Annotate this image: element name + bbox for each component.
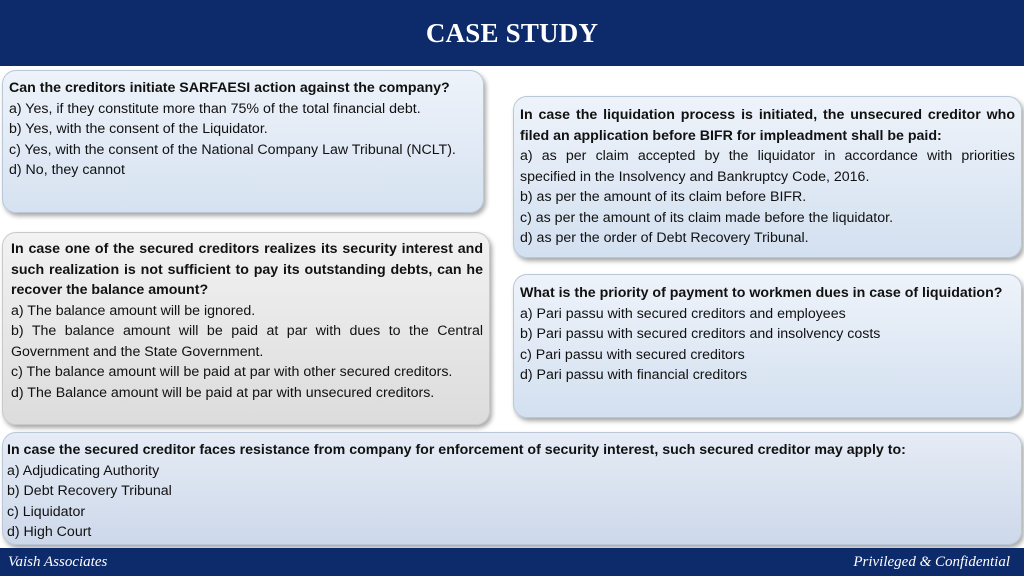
- option-d: d) Pari passu with financial creditors: [520, 367, 748, 383]
- option-c: c) Liquidator: [7, 503, 86, 520]
- option-b: b) Yes, with the consent of the Liquidator.: [9, 121, 268, 137]
- option-b: b) Debt Recovery Tribunal: [7, 483, 172, 499]
- option-a: a) as per claim accepted by the liquidator in accordance with priorities specified in the Insolvency and Bankruptcy Code, 2016.: [520, 148, 1015, 185]
- footer-firm-name: Vaish Associates: [8, 554, 108, 570]
- option-d: d) High Court: [7, 524, 92, 540]
- option-c: c) as per the amount of its claim made before the liquidator.: [520, 209, 894, 226]
- question-text: In case the liquidation process is initiated, the unsecured creditor who filed an application before BIFR for impleadment shall be paid:: [520, 107, 1015, 144]
- option-a: a) Adjudicating Authority: [7, 462, 160, 479]
- option-c: c) The balance amount will be paid at par with other secured creditors.: [11, 364, 453, 380]
- question-box-workmen-dues: [513, 274, 1022, 418]
- option-a: a) Pari passu with secured creditors and employees: [520, 305, 846, 322]
- footer-bar: [0, 548, 1024, 576]
- question-text: Can the creditors initiate SARFAESI action against the company?: [9, 80, 450, 96]
- option-b: b) Pari passu with secured creditors and insolvency costs: [520, 326, 881, 342]
- option-d: d) The Balance amount will be paid at par with unsecured creditors.: [11, 384, 435, 401]
- question-text: In case one of the secured creditors realizes its security interest and such realization is not sufficient to pay its outstanding debts, can he recover the balance amount?: [11, 241, 483, 298]
- option-a: a) Yes, if they constitute more than 75% of the total financial debt.: [9, 100, 421, 117]
- title-bar: [0, 0, 1024, 66]
- footer-confidential-note: Privileged & Confidential: [853, 554, 1010, 570]
- question-text: In case the secured creditor faces resistance from company for enforcement of security interest, such secured creditor may apply to:: [7, 442, 906, 458]
- option-d: d) as per the order of Debt Recovery Tribunal.: [520, 230, 809, 246]
- option-c: c) Yes, with the consent of the National Company Law Tribunal (NCLT).: [9, 141, 456, 158]
- option-b: b) as per the amount of its claim before BIFR.: [520, 189, 807, 205]
- question-box-secured-creditor-balance: [2, 232, 490, 425]
- page-title: CASE STUDY: [425, 17, 599, 48]
- question-box-enforcement-resistance: [2, 432, 1022, 545]
- question-box-unsecured-creditor: [513, 96, 1022, 258]
- question-box-sarfaesi: [2, 70, 484, 213]
- question-text: What is the priority of payment to workmen dues in case of liquidation?: [520, 285, 1003, 301]
- option-a: a) The balance amount will be ignored.: [11, 302, 256, 319]
- option-c: c) Pari passu with secured creditors: [520, 346, 745, 363]
- option-b: b) The balance amount will be paid at par with dues to the Central Government and the State Government.: [11, 323, 483, 360]
- option-d: d) No, they cannot: [9, 162, 125, 178]
